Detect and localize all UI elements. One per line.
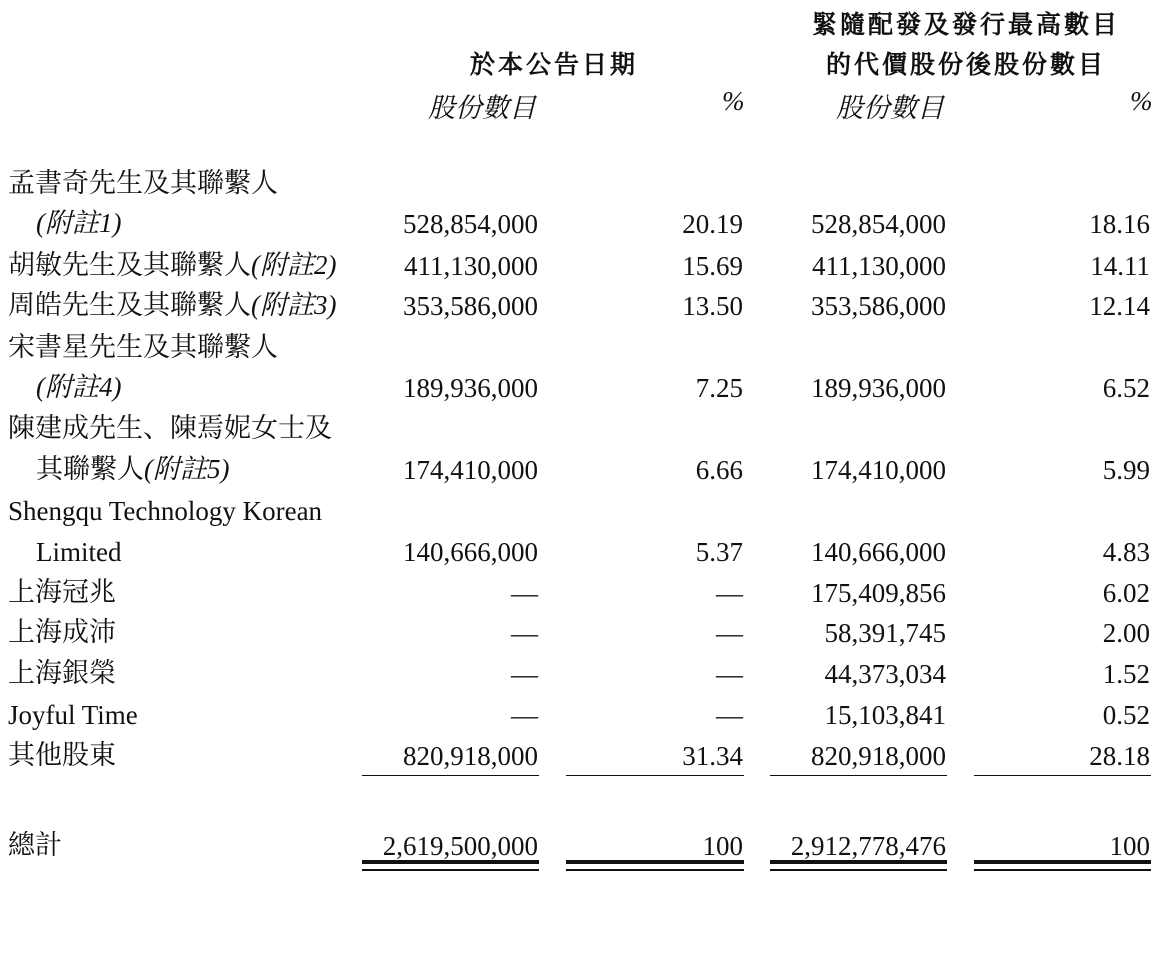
subtotal-rule [362, 775, 539, 776]
row-value-shares-current: 174,410,000 [403, 455, 538, 485]
row-value-shares-after: 820,918,000 [811, 741, 946, 771]
total-double-rule [974, 869, 1151, 871]
total-double-rule [362, 869, 539, 871]
row-value-shares-current: 353,586,000 [403, 291, 538, 321]
subtotal-rule [974, 775, 1151, 776]
row-label: 胡敏先生及其聯繫人(附註2) [8, 250, 337, 280]
header-current-date: 於本公告日期 [470, 50, 639, 79]
subheader-pct-1: % [722, 86, 745, 116]
total-pct-after: 100 [1109, 831, 1150, 861]
row-value-shares-after: 189,936,000 [811, 373, 946, 403]
row-value-pct-current: 6.66 [695, 455, 743, 485]
row-note: (附註5) [144, 454, 230, 484]
row-value-pct-after: 5.99 [1102, 455, 1150, 485]
row-value-pct-current: 20.19 [682, 209, 743, 239]
row-value-shares-after: 175,409,856 [811, 578, 946, 608]
row-note: (附註3) [251, 290, 337, 320]
row-label: 其他股東 [8, 740, 116, 770]
row-label: 周皓先生及其聯繫人(附註3) [8, 290, 337, 320]
row-value-pct-after: 2.00 [1102, 618, 1150, 648]
row-label: Shengqu Technology Korean [8, 496, 323, 526]
row-note: (附註1) [36, 208, 122, 238]
row-value-shares-after: 528,854,000 [811, 209, 946, 239]
row-note: (附註4) [36, 372, 122, 402]
total-double-rule [362, 860, 539, 868]
row-value-pct-current: — [716, 700, 743, 730]
row-value-shares-current: — [511, 618, 538, 648]
row-value-shares-current: — [511, 700, 538, 730]
row-value-shares-after: 44,373,034 [824, 659, 946, 689]
row-value-pct-after: 12.14 [1089, 291, 1150, 321]
total-double-rule [566, 869, 744, 871]
row-label-continued: 其聯繫人(附註5) [36, 454, 230, 484]
row-value-pct-after: 28.18 [1089, 741, 1150, 771]
row-value-pct-current: 13.50 [682, 291, 743, 321]
row-value-pct-after: 14.11 [1090, 251, 1150, 281]
row-value-pct-current: 5.37 [695, 537, 743, 567]
row-value-shares-current: — [511, 659, 538, 689]
subtotal-rule [770, 775, 947, 776]
subheader-pct-2: % [1130, 86, 1153, 116]
total-double-rule [770, 869, 947, 871]
row-value-shares-after: 174,410,000 [811, 455, 946, 485]
row-value-shares-current: 411,130,000 [404, 251, 538, 281]
row-value-pct-current: 15.69 [682, 251, 743, 281]
row-value-shares-current: 528,854,000 [403, 209, 538, 239]
row-value-shares-current: 189,936,000 [403, 373, 538, 403]
row-value-shares-after: 15,103,841 [824, 700, 946, 730]
total-double-rule [566, 860, 744, 868]
row-label-continued: Limited [36, 537, 122, 567]
row-value-shares-after: 411,130,000 [812, 251, 946, 281]
row-label: 上海冠兆 [8, 577, 116, 607]
row-value-pct-after: 6.02 [1102, 578, 1150, 608]
subheader-shares-1: 股份數目 [428, 93, 536, 123]
row-label: 孟書奇先生及其聯繫人 [8, 168, 278, 198]
row-value-shares-current: 140,666,000 [403, 537, 538, 567]
row-value-shares-after: 353,586,000 [811, 291, 946, 321]
row-note: (附註2) [251, 250, 337, 280]
total-pct-current: 100 [702, 831, 743, 861]
row-value-pct-current: — [716, 578, 743, 608]
row-label: 上海銀榮 [8, 658, 116, 688]
row-value-shares-after: 140,666,000 [811, 537, 946, 567]
header-after-issue-line1: 緊隨配發及發行最高數目 [812, 10, 1121, 39]
row-value-pct-after: 18.16 [1089, 209, 1150, 239]
header-after-issue-line2: 的代價股份後股份數目 [826, 50, 1107, 79]
row-value-shares-current: 820,918,000 [403, 741, 538, 771]
total-double-rule [974, 860, 1151, 868]
row-value-pct-after: 0.52 [1102, 700, 1150, 730]
row-value-pct-after: 6.52 [1102, 373, 1150, 403]
total-label: 總計 [8, 830, 62, 860]
row-value-pct-after: 4.83 [1102, 537, 1150, 567]
row-label: 宋書星先生及其聯繫人 [8, 332, 278, 362]
row-value-pct-current: — [716, 659, 743, 689]
total-shares-current: 2,619,500,000 [382, 831, 538, 861]
row-label: Joyful Time [8, 700, 138, 730]
row-value-shares-current: — [511, 578, 538, 608]
row-label: 陳建成先生、陳焉妮女士及 [8, 413, 332, 443]
subheader-shares-2: 股份數目 [836, 93, 944, 123]
total-double-rule [770, 860, 947, 868]
row-value-pct-current: 31.34 [682, 741, 743, 771]
total-shares-after: 2,912,778,476 [790, 831, 946, 861]
row-label: 上海成沛 [8, 617, 116, 647]
row-value-pct-current: 7.25 [695, 373, 743, 403]
subtotal-rule [566, 775, 744, 776]
row-value-pct-after: 1.52 [1102, 659, 1150, 689]
row-value-shares-after: 58,391,745 [824, 618, 946, 648]
row-value-pct-current: — [716, 618, 743, 648]
